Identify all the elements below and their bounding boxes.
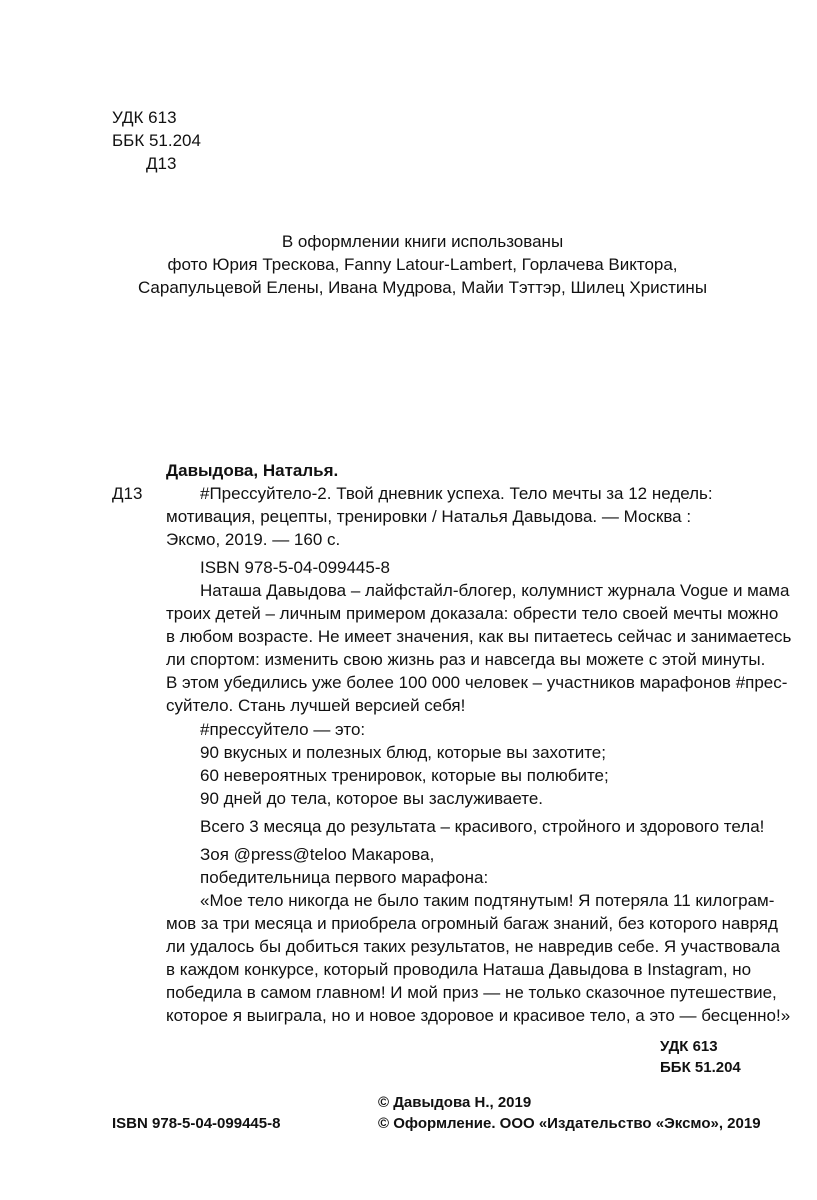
quote-line: мов за три месяца и приобрела огромный багаж знаний, без которого навряд	[166, 914, 778, 933]
catalog-isbn: ISBN 978-5-04-099445-8	[200, 558, 390, 577]
bottom-udk-code: УДК 613	[660, 1038, 718, 1055]
annotation-line: в любом возрасте. Не имеет значения, как вы питаетесь сейчас и занимаетесь	[166, 627, 792, 646]
quote-line: ли удалось бы добиться таких результатов, не навредив себе. Я участвовала	[166, 937, 780, 956]
copyright-design: © Оформление. ООО «Издательство «Эксмо», 2019	[378, 1115, 761, 1132]
udk-code: УДК 613	[112, 108, 177, 127]
credits-line-2: фото Юрия Трескова, Fanny Latour-Lambert, Горлачева Виктора,	[167, 255, 678, 274]
annotation-line: суйтело. Стань лучшей версией себя!	[166, 696, 466, 715]
credits-line-3: Сарапульцевой Елены, Ивана Мудрова, Майи Тэттэр, Шилец Христины	[137, 278, 708, 297]
catalog-title-line-2: мотивация, рецепты, тренировки / Наталья Давыдова. — Москва :	[166, 507, 692, 526]
copyright-author: © Давыдова Н., 2019	[378, 1094, 532, 1111]
quote-line: которое я выиграла, но и новое здоровое и красивое тело, а это — бесценно!»	[166, 1006, 791, 1025]
bottom-bbk-code: ББК 51.204	[660, 1059, 741, 1076]
quote-line: победила в самом главном! И мой приз — не только сказочное путешествие,	[166, 983, 777, 1002]
feature-list-item: 90 вкусных и полезных блюд, которые вы захотите;	[200, 743, 606, 762]
credits-line-1: В оформлении книги использованы	[281, 232, 564, 251]
quote-line: в каждом конкурсе, который проводила Наташа Давыдова в Instagram, но	[166, 960, 752, 979]
testimonial-author: Зоя @press@teloo Макарова,	[200, 845, 435, 864]
author-mark: Д13	[146, 154, 177, 173]
annotation-line: троих детей – личным примером доказала: обрести тело своей мечты можно	[166, 604, 779, 623]
annotation-line: Наташа Давыдова – лайфстайл-блогер, колумнист журнала Vogue и мама	[200, 581, 790, 600]
catalog-title-line-1: #Прессуйтело-2. Твой дневник успеха. Тело мечты за 12 недель:	[200, 484, 713, 503]
catalog-title-line-3: Эксмо, 2019. — 160 с.	[166, 530, 341, 549]
bbk-code: ББК 51.204	[112, 131, 201, 150]
footer-isbn: ISBN 978-5-04-099445-8	[112, 1115, 281, 1132]
feature-list-heading: #прессуйтело — это:	[200, 720, 366, 739]
catalog-mark: Д13	[112, 484, 143, 503]
catalog-author: Давыдова, Наталья.	[166, 461, 339, 480]
testimonial-role: победительница первого марафона:	[200, 868, 489, 887]
result-line: Всего 3 месяца до результата – красивого, стройного и здорового тела!	[200, 817, 765, 836]
annotation-line: ли спортом: изменить свою жизнь раз и навсегда вы можете с этой минуты.	[166, 650, 766, 669]
quote-line: «Мое тело никогда не было таким подтянутым! Я потеряла 11 килограм-	[200, 891, 775, 910]
feature-list-item: 90 дней до тела, которое вы заслуживаете.	[200, 789, 544, 808]
feature-list-item: 60 невероятных тренировок, которые вы полюбите;	[200, 766, 609, 785]
annotation-line: В этом убедились уже более 100 000 человек – участников марафонов #прес-	[166, 673, 788, 692]
